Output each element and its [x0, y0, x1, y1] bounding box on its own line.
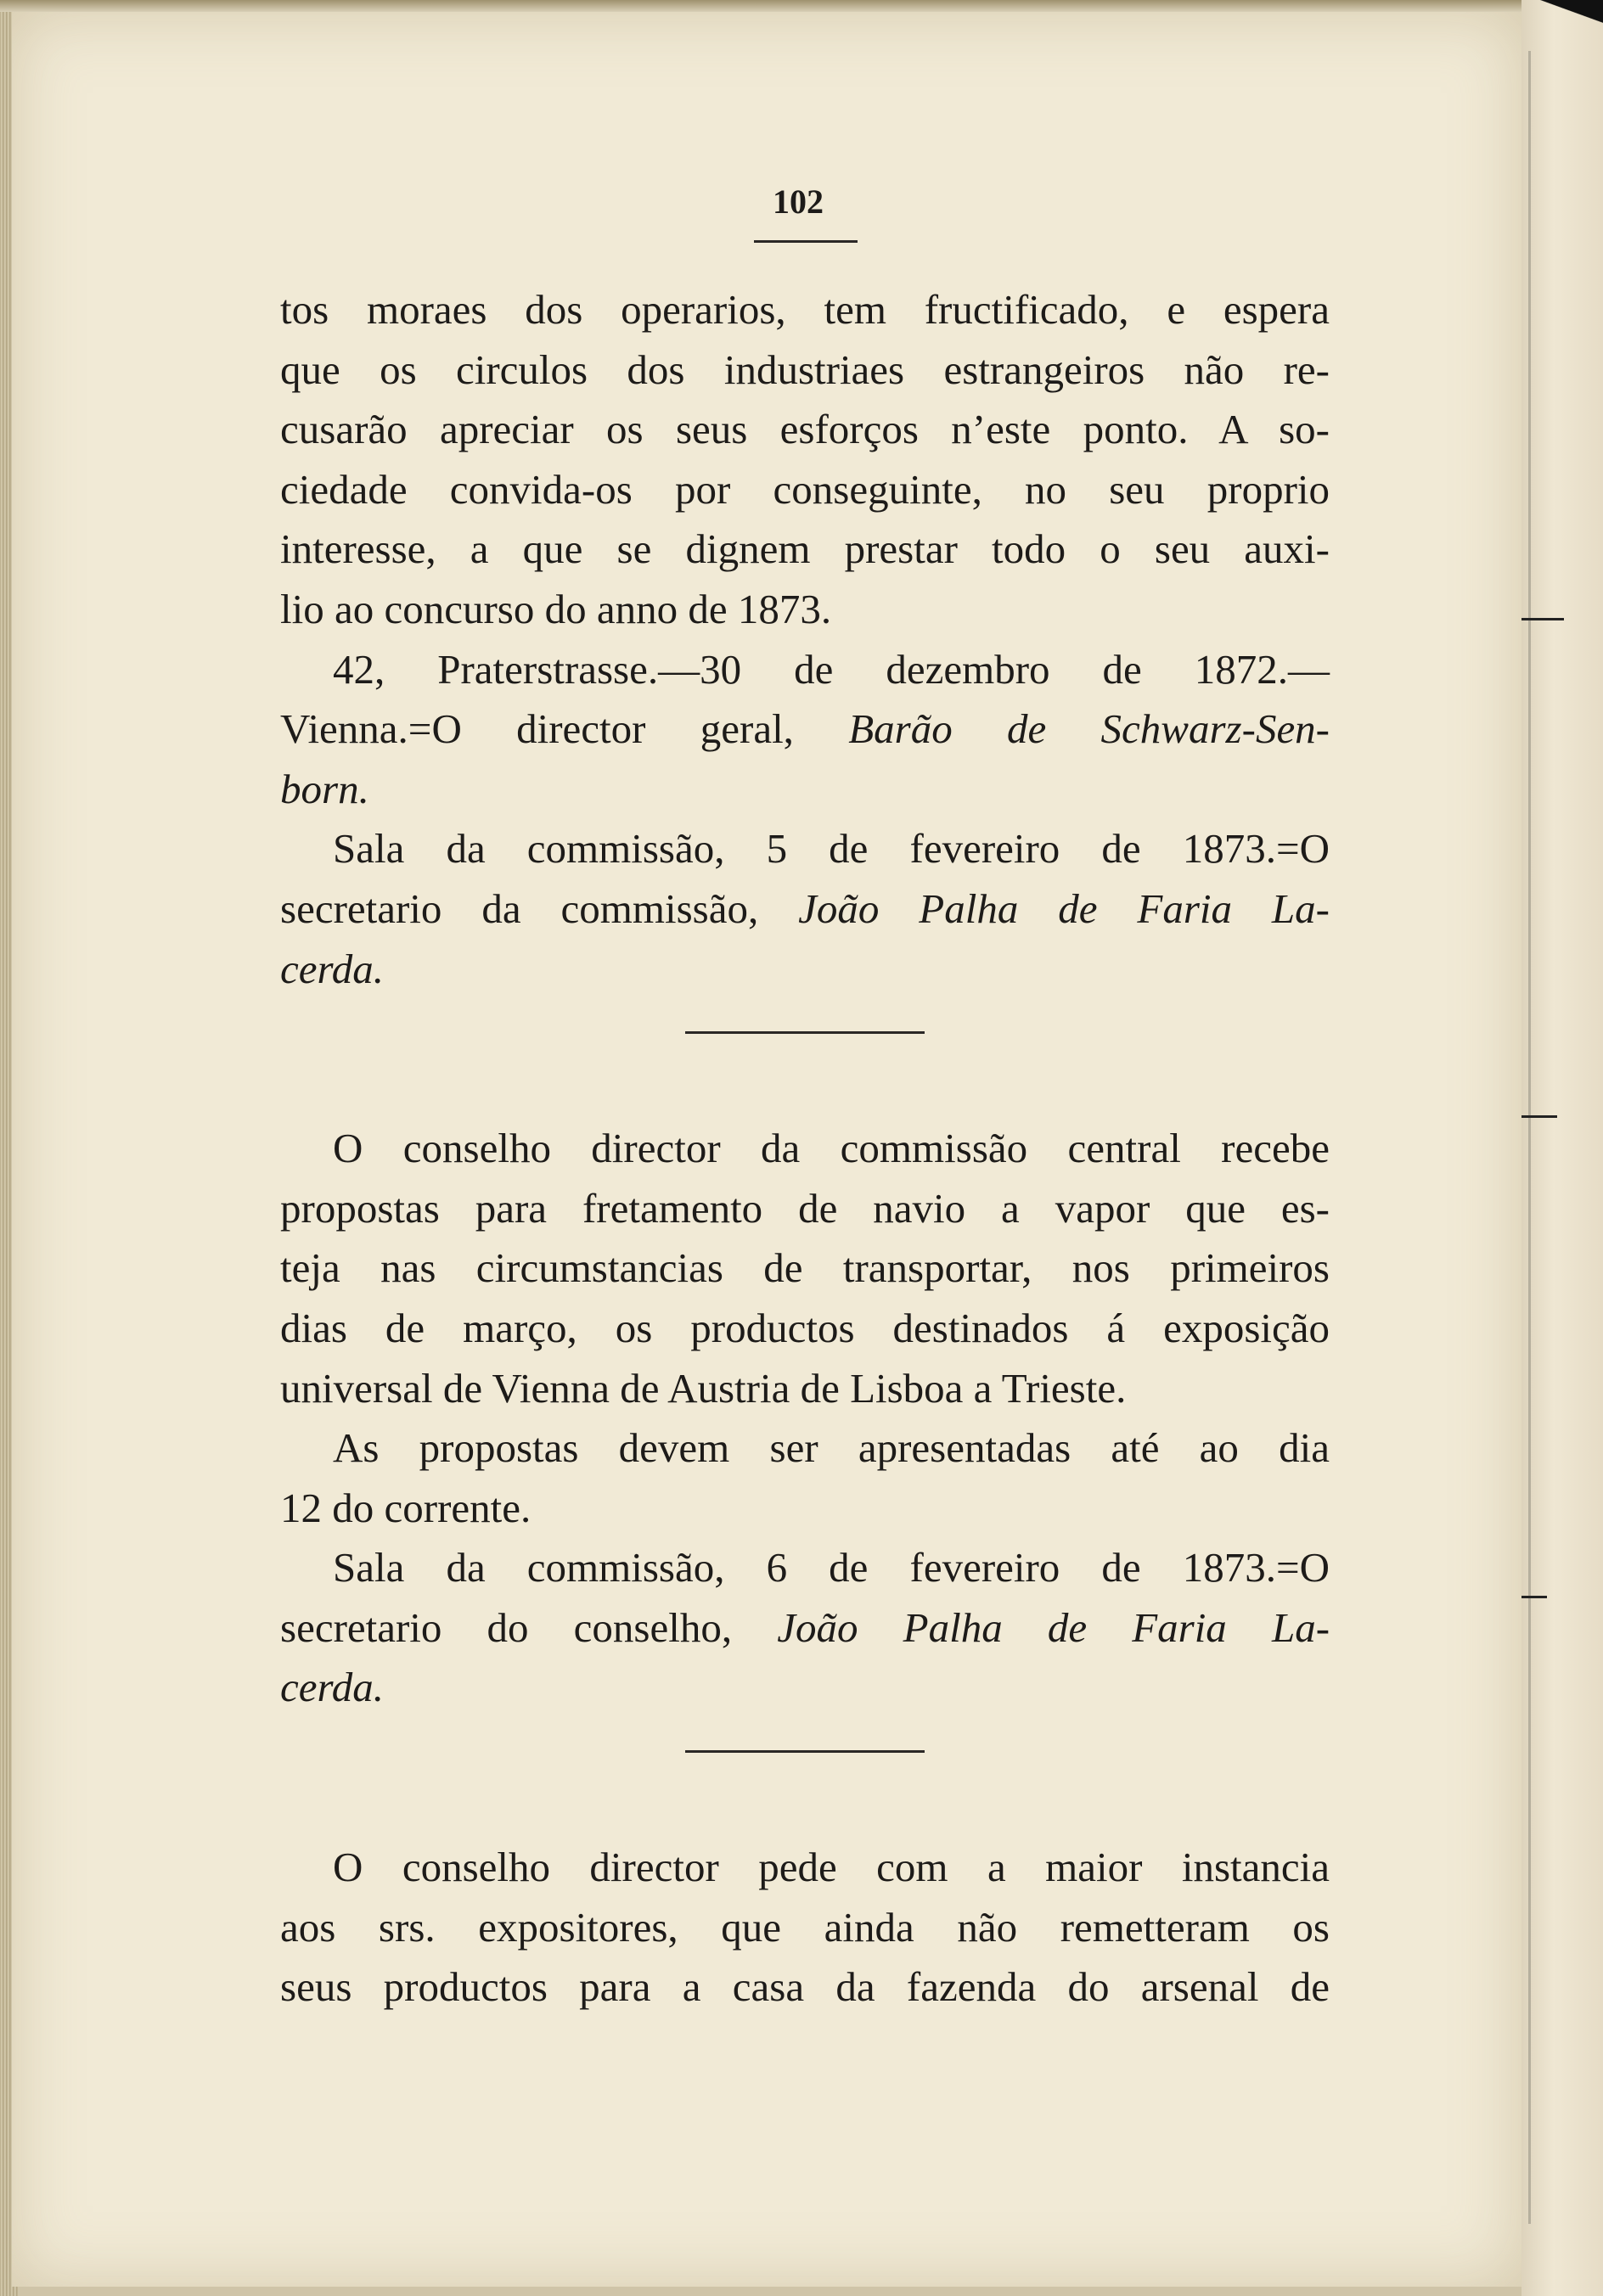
text-line: As propostas devem ser apresentadas até ao dia	[333, 1424, 1330, 1472]
text-line: interesse, a que se dignem prestar todo o seu auxi-	[280, 525, 1330, 573]
text-fragment: Vienna.=O director geral,	[280, 705, 794, 753]
text-line: tos moraes dos operarios, tem fructificado, e espera	[280, 286, 1330, 333]
text-line: que os circulos dos industriaes estrangeiros não re-	[280, 345, 1330, 393]
paragraph-request	[280, 1838, 1330, 2018]
signatory-name: born.	[280, 765, 369, 812]
text-line: lio ao concurso do anno de 1873.	[280, 585, 832, 632]
text-line: dias de março, os productos destinados á exposição	[280, 1304, 1330, 1351]
text-line: 12 do corrente.	[280, 1484, 532, 1531]
margin-tick	[1521, 1115, 1557, 1118]
signatory-name: cerda.	[280, 945, 384, 992]
signatory-name: Barão de Schwarz-Sen-	[848, 705, 1330, 753]
address-paragraph	[280, 640, 1330, 820]
margin-tick	[1521, 1596, 1547, 1598]
text-line: 42, Praterstrasse.—30 de dezembro de 1872.—	[333, 645, 1330, 693]
text-line: aos srs. expositores, que ainda não remetteram os	[280, 1903, 1330, 1951]
text-line	[280, 1658, 1330, 1718]
binding-line	[1528, 51, 1531, 2224]
text-line: propostas para fretamento de navio a vapor que es-	[280, 1184, 1330, 1232]
book-top-edge	[0, 0, 1603, 12]
signatory-name: João Palha de Faria La-	[798, 884, 1330, 932]
paragraph-proposals	[280, 1119, 1330, 1418]
text-fragment: secretario da commissão,	[280, 884, 759, 932]
text-line: seus productos para a casa da fazenda do arsenal de	[280, 1963, 1330, 2011]
text-line	[280, 879, 1330, 940]
page-body	[280, 180, 1330, 2018]
paragraph-continued	[280, 280, 1330, 640]
text-line: Sala da commissão, 6 de fevereiro de 1873.=O	[333, 1544, 1330, 1591]
page-corner-shadow	[1520, 0, 1603, 34]
signature-paragraph	[280, 1538, 1330, 1718]
text-line: cusarão apreciar os seus esforços n’este ponto. A so-	[280, 406, 1330, 453]
signatory-name: cerda.	[280, 1664, 384, 1711]
text-line: O conselho director pede com a maior instancia	[333, 1844, 1330, 1891]
text-line: ciedade convida-os por conseguinte, no seu proprio	[280, 465, 1330, 513]
text-line: O conselho director da commissão central recebe	[333, 1125, 1330, 1172]
text-line: universal de Vienna de Austria de Lisboa a Trieste.	[280, 1364, 1127, 1412]
signatory-name: João Palha de Faria La-	[777, 1603, 1330, 1651]
text-line	[280, 760, 1330, 820]
page-number: 102	[773, 182, 824, 221]
text-fragment: secretario do conselho,	[280, 1603, 733, 1651]
margin-tick	[1521, 618, 1564, 620]
text-line	[280, 940, 1330, 1000]
text-line	[280, 1598, 1330, 1659]
text-line: Sala da commissão, 5 de fevereiro de 1873.=O	[333, 825, 1330, 873]
text-line: teja nas circumstancias de transportar, nos primeiros	[280, 1244, 1330, 1292]
paragraph-deadline	[280, 1418, 1330, 1538]
signature-paragraph	[280, 819, 1330, 999]
text-line	[280, 699, 1330, 760]
adjacent-page-strip	[1521, 0, 1603, 2296]
